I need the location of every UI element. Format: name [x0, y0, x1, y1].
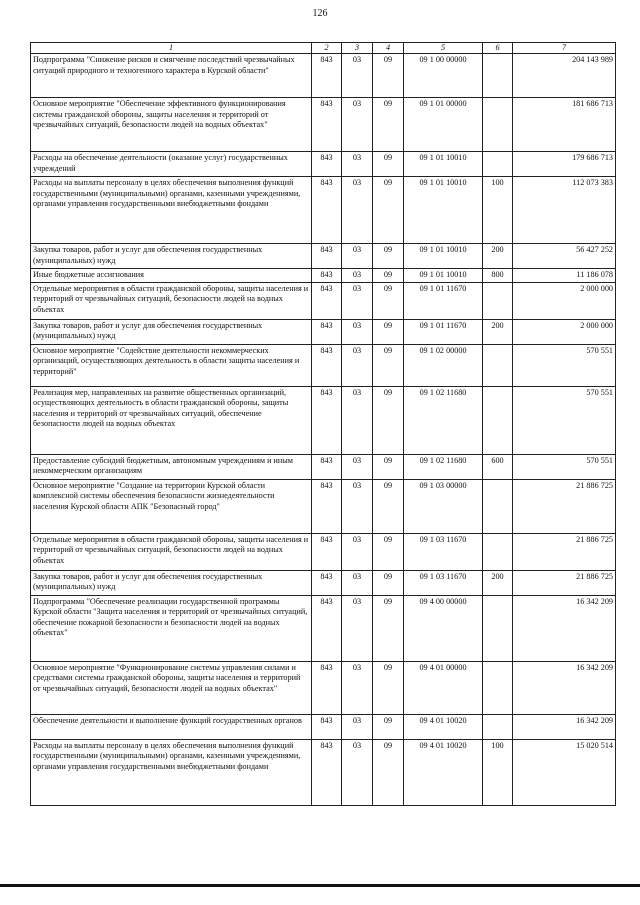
subsection-cell: 09 [373, 269, 404, 282]
section-cell: 03 [342, 54, 373, 98]
expense-type-cell [483, 595, 513, 661]
subsection-cell: 09 [373, 533, 404, 570]
item-name-cell: Подпрограмма "Обеспечение реализации государственной программы Курской области "Защита населения и территорий от чрезвычайных ситуаций, обеспечение пожарной безопасности и безопасности людей на водных объектах" [31, 595, 312, 661]
section-cell: 03 [342, 269, 373, 282]
expense-type-cell: 200 [483, 244, 513, 269]
target-article-cell: 09 4 01 00000 [404, 661, 483, 714]
item-name-cell: Основное мероприятие "Создание на территории Курской области комплексной системы обеспечения безопасности жизнедеятельности населения Курской области АПК "Безопасный город" [31, 479, 312, 533]
subsection-cell: 09 [373, 386, 404, 454]
table-row [31, 177, 616, 244]
expense-type-cell: 100 [483, 177, 513, 244]
code-cell: 843 [312, 344, 342, 386]
subsection-cell: 09 [373, 739, 404, 805]
amount-cell: 21 886 725 [513, 479, 616, 533]
target-article-cell: 09 1 01 00000 [404, 98, 483, 152]
amount-cell: 16 342 209 [513, 661, 616, 714]
table-row [31, 714, 616, 739]
target-article-cell: 09 4 01 10020 [404, 739, 483, 805]
column-header: 3 [342, 43, 373, 54]
amount-cell: 16 342 209 [513, 714, 616, 739]
subsection-cell: 09 [373, 319, 404, 344]
amount-cell: 56 427 252 [513, 244, 616, 269]
code-cell: 843 [312, 714, 342, 739]
section-cell: 03 [342, 739, 373, 805]
section-cell: 03 [342, 282, 373, 319]
code-cell: 843 [312, 177, 342, 244]
table-row [31, 244, 616, 269]
subsection-cell: 09 [373, 282, 404, 319]
subsection-cell: 09 [373, 152, 404, 177]
subsection-cell: 09 [373, 454, 404, 479]
target-article-cell: 09 1 00 00000 [404, 54, 483, 98]
code-cell: 843 [312, 269, 342, 282]
amount-cell: 570 551 [513, 344, 616, 386]
expense-type-cell [483, 714, 513, 739]
code-cell: 843 [312, 454, 342, 479]
code-cell: 843 [312, 319, 342, 344]
column-header: 2 [312, 43, 342, 54]
bottom-rule [0, 884, 640, 887]
item-name-cell: Расходы на выплаты персоналу в целях обеспечения выполнения функций государственными (муниципальными) органами, казенными учреждениями, органами управления государственными внебюджетными фондами [31, 739, 312, 805]
item-name-cell: Основное мероприятие "Содействие деятельности некоммерческих организаций, осуществляющих деятельность в области защиты населения и территорий" [31, 344, 312, 386]
item-name-cell: Основное мероприятие "Функционирование системы управления силами и средствами системы гражданской обороны, защиты населения и территорий от чрезвычайных ситуаций, безопасности людей на водных объектах" [31, 661, 312, 714]
target-article-cell: 09 1 01 11670 [404, 319, 483, 344]
table-row [31, 282, 616, 319]
table-row [31, 533, 616, 570]
column-header: 5 [404, 43, 483, 54]
code-cell: 843 [312, 152, 342, 177]
page-number: 126 [312, 8, 328, 19]
code-cell: 843 [312, 98, 342, 152]
subsection-cell: 09 [373, 344, 404, 386]
item-name-cell: Закупка товаров, работ и услуг для обеспечения государственных (муниципальных) нужд [31, 244, 312, 269]
target-article-cell: 09 1 01 10010 [404, 152, 483, 177]
table-row [31, 595, 616, 661]
expense-type-cell [483, 98, 513, 152]
amount-cell: 16 342 209 [513, 595, 616, 661]
expense-type-cell [483, 661, 513, 714]
expense-type-cell: 100 [483, 739, 513, 805]
expense-type-cell: 800 [483, 269, 513, 282]
item-name-cell: Закупка товаров, работ и услуг для обеспечения государственных (муниципальных) нужд [31, 319, 312, 344]
code-cell: 843 [312, 661, 342, 714]
subsection-cell: 09 [373, 177, 404, 244]
item-name-cell: Подпрограмма "Снижение рисков и смягчение последствий чрезвычайных ситуаций природного и техногенного характера в Курской области" [31, 54, 312, 98]
target-article-cell: 09 1 02 11680 [404, 386, 483, 454]
item-name-cell: Обеспечение деятельности и выполнение функций государственных органов [31, 714, 312, 739]
amount-cell: 179 686 713 [513, 152, 616, 177]
item-name-cell: Закупка товаров, работ и услуг для обеспечения государственных (муниципальных) нужд [31, 570, 312, 595]
target-article-cell: 09 1 02 00000 [404, 344, 483, 386]
section-cell: 03 [342, 714, 373, 739]
section-cell: 03 [342, 533, 373, 570]
table-row [31, 386, 616, 454]
target-article-cell: 09 1 03 00000 [404, 479, 483, 533]
item-name-cell: Основное мероприятие "Обеспечение эффективного функционирования системы гражданской обороны, защиты населения и территорий от чрезвычайных ситуаций, безопасности людей на водных объектах" [31, 98, 312, 152]
table-row [31, 454, 616, 479]
section-cell: 03 [342, 177, 373, 244]
column-number-row [31, 43, 616, 54]
subsection-cell: 09 [373, 244, 404, 269]
subsection-cell: 09 [373, 98, 404, 152]
code-cell: 843 [312, 244, 342, 269]
code-cell: 843 [312, 282, 342, 319]
section-cell: 03 [342, 319, 373, 344]
expense-type-cell: 600 [483, 454, 513, 479]
target-article-cell: 09 1 01 11670 [404, 282, 483, 319]
amount-cell: 570 551 [513, 454, 616, 479]
section-cell: 03 [342, 595, 373, 661]
subsection-cell: 09 [373, 661, 404, 714]
section-cell: 03 [342, 479, 373, 533]
table-row [31, 98, 616, 152]
target-article-cell: 09 1 01 10010 [404, 244, 483, 269]
table-row [31, 739, 616, 805]
item-name-cell: Расходы на обеспечение деятельности (оказание услуг) государственных учреждений [31, 152, 312, 177]
column-header: 4 [373, 43, 404, 54]
item-name-cell: Расходы на выплаты персоналу в целях обеспечения выполнения функций государственными (муниципальными) органами, казенными учреждениями, органами управления государственными внебюджетными фондами [31, 177, 312, 244]
column-header: 1 [31, 43, 312, 54]
section-cell: 03 [342, 570, 373, 595]
section-cell: 03 [342, 244, 373, 269]
amount-cell: 112 073 383 [513, 177, 616, 244]
target-article-cell: 09 1 01 10010 [404, 177, 483, 244]
section-cell: 03 [342, 386, 373, 454]
column-header: 7 [513, 43, 616, 54]
amount-cell: 2 000 000 [513, 282, 616, 319]
amount-cell: 15 020 514 [513, 739, 616, 805]
table-row [31, 344, 616, 386]
item-name-cell: Предоставление субсидий бюджетным, автономным учреждениям и иным некоммерческим организациям [31, 454, 312, 479]
amount-cell: 204 143 989 [513, 54, 616, 98]
expense-type-cell [483, 533, 513, 570]
table-row [31, 152, 616, 177]
table-body [31, 54, 616, 805]
table-row [31, 54, 616, 98]
expense-type-cell [483, 344, 513, 386]
amount-cell: 181 686 713 [513, 98, 616, 152]
item-name-cell: Отдельные мероприятия в области гражданской обороны, защиты населения и территорий от чрезвычайных ситуаций, безопасности людей на водных объектах [31, 282, 312, 319]
expense-type-cell [483, 282, 513, 319]
item-name-cell: Отдельные мероприятия в области гражданской обороны, защиты населения и территорий от чрезвычайных ситуаций, безопасности людей на водных объектах [31, 533, 312, 570]
table-row [31, 479, 616, 533]
budget-table [30, 42, 616, 806]
amount-cell: 2 000 000 [513, 319, 616, 344]
amount-cell: 21 886 725 [513, 533, 616, 570]
code-cell: 843 [312, 54, 342, 98]
code-cell: 843 [312, 595, 342, 661]
section-cell: 03 [342, 344, 373, 386]
section-cell: 03 [342, 152, 373, 177]
section-cell: 03 [342, 98, 373, 152]
section-cell: 03 [342, 661, 373, 714]
subsection-cell: 09 [373, 570, 404, 595]
expense-type-cell [483, 152, 513, 177]
subsection-cell: 09 [373, 714, 404, 739]
section-cell: 03 [342, 454, 373, 479]
table-row [31, 661, 616, 714]
amount-cell: 21 886 725 [513, 570, 616, 595]
target-article-cell: 09 1 03 11670 [404, 533, 483, 570]
table-row [31, 570, 616, 595]
code-cell: 843 [312, 739, 342, 805]
item-name-cell: Реализация мер, направленных на развитие общественных организаций, осуществляющих деятельность в области гражданской обороны, защиты населения и территорий от чрезвычайных ситуаций, обеспечение безопасности людей на водных объектах [31, 386, 312, 454]
code-cell: 843 [312, 479, 342, 533]
target-article-cell: 09 1 03 11670 [404, 570, 483, 595]
table-row [31, 319, 616, 344]
expense-type-cell [483, 54, 513, 98]
expense-type-cell: 200 [483, 570, 513, 595]
target-article-cell: 09 1 02 11680 [404, 454, 483, 479]
code-cell: 843 [312, 533, 342, 570]
item-name-cell: Иные бюджетные ассигнования [31, 269, 312, 282]
code-cell: 843 [312, 570, 342, 595]
expense-type-cell [483, 386, 513, 454]
target-article-cell: 09 4 01 10020 [404, 714, 483, 739]
expense-type-cell: 200 [483, 319, 513, 344]
column-header: 6 [483, 43, 513, 54]
target-article-cell: 09 4 00 00000 [404, 595, 483, 661]
table-row [31, 269, 616, 282]
subsection-cell: 09 [373, 595, 404, 661]
amount-cell: 570 551 [513, 386, 616, 454]
expense-type-cell [483, 479, 513, 533]
subsection-cell: 09 [373, 479, 404, 533]
amount-cell: 11 186 078 [513, 269, 616, 282]
code-cell: 843 [312, 386, 342, 454]
subsection-cell: 09 [373, 54, 404, 98]
target-article-cell: 09 1 01 10010 [404, 269, 483, 282]
